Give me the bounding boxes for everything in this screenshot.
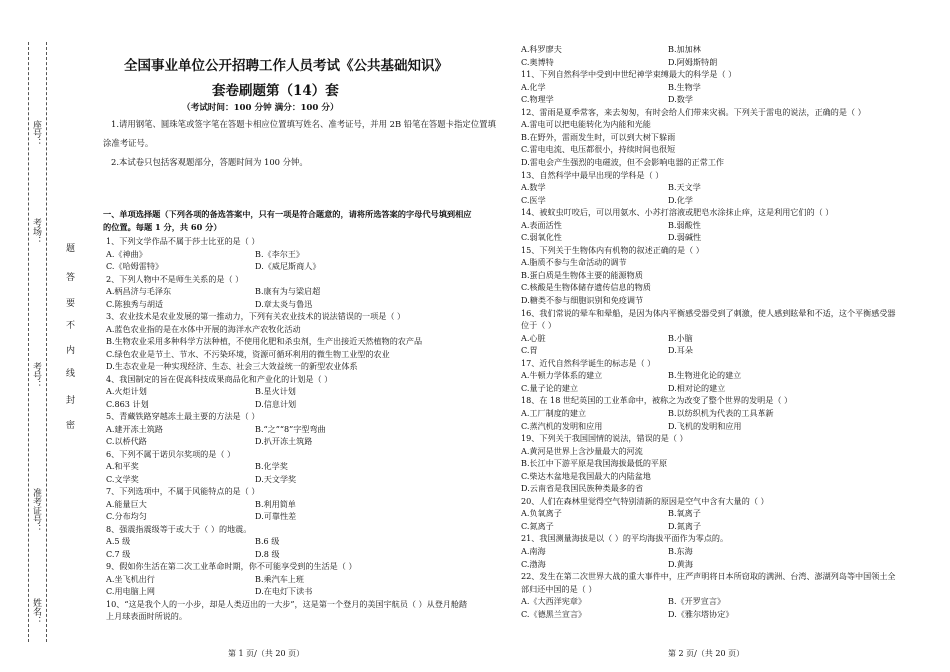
- option-text: A.和平奖: [106, 461, 139, 471]
- question-stem: 18、在 18 世纪英国的工业革命中，被称之为改变了整个世界的发明是（ ）: [521, 395, 793, 406]
- option-text: C.陈独秀与胡适: [106, 298, 164, 309]
- question-line: C.雷电电流、电压都很小，持续时间也很短: [521, 144, 676, 155]
- binding-line-inner: [46, 42, 47, 642]
- question-line: 上月球表面时所说的。: [106, 611, 187, 621]
- question-stem: 1、下列文学作品不属于莎士比亚的是（ ）: [106, 236, 260, 246]
- option-text: D.相对论的建立: [668, 382, 726, 393]
- option-text: D.天文学奖: [255, 473, 297, 484]
- option-text: D.章太炎与鲁迅: [255, 298, 313, 309]
- question-stem: 19、下列关于我国国情的说法，错误的是（ ）: [521, 433, 688, 444]
- option-text: C.渤海: [521, 558, 546, 569]
- question-line: B.长江中下游平原是我国海拔最低的平原: [521, 458, 668, 469]
- question-line: A.蓝色农业指的是在水体中开展的海洋水产农牧化活动: [106, 323, 301, 334]
- option-text: A.科罗廖夫: [521, 44, 562, 54]
- option-text: C.蒸汽机的发明和应用: [521, 420, 603, 431]
- option-text: B.生物进化论的建立: [668, 370, 742, 381]
- page2-footer: 第 2 页/（共 20 页）: [668, 649, 745, 658]
- name-field[interactable]: [30, 598, 43, 625]
- option-text: D.扒开冻土筑路: [255, 436, 313, 446]
- section-heading-a: 一、单项选择题（下列各项的备选答案中，只有一项是符合题意的，请将所选答案的字母代号填到相应: [103, 209, 472, 219]
- option-text: D.阿姆斯特朗: [668, 56, 718, 67]
- option-text: A.5 级: [106, 536, 131, 546]
- question-stem: 16、我们常说的晕车和晕船，是因为体内平衡感受器受到了刺激，使人感到眩晕和不适，这个平衡感受器: [521, 307, 896, 318]
- question-stem: 17、近代自然科学诞生的标志是（ ）: [521, 357, 656, 368]
- question-stem: 12、雷雨是夏季常客，来去匆匆，有时会给人们带来灾祸。下列关于雷电的说法，正确的是（ ）: [521, 106, 866, 117]
- option-text: D.可靠性差: [255, 511, 297, 521]
- option-text: C.863 计划: [106, 398, 149, 409]
- option-text: A.南海: [521, 546, 546, 556]
- option-text: C.医学: [521, 194, 546, 205]
- option-text: A.柄昌济与毛泽东: [106, 286, 172, 296]
- question-line: C.柴达木盆地是我国最大的内陆盆地: [521, 470, 651, 481]
- option-text: B.以纺织机为代表的工具革新: [668, 407, 774, 418]
- question-line: A.雷电可以把电能转化为内能和光能: [521, 119, 651, 130]
- question-line: C.核酸是生物体储存遗传信息的物质: [521, 282, 651, 293]
- option-text: C.《哈姆雷特》: [106, 261, 164, 271]
- option-text: C.分布均匀: [106, 511, 147, 521]
- seat-number-field[interactable]: [30, 120, 43, 147]
- option-text: D.弱碱性: [668, 232, 702, 243]
- option-text: B.氧离子: [668, 508, 701, 519]
- option-text: B.弱酸性: [668, 219, 701, 230]
- option-text: D.黄海: [668, 558, 693, 569]
- option-text: A.心脏: [521, 332, 546, 343]
- question-stem: 22、发生在第二次世界大战的重大事件中，庄严声明将日本所窃取的满洲、台湾、澎湖列岛等中国领土全: [521, 571, 896, 582]
- exam-info: （考试时间：100 分钟 满分：100 分）: [182, 103, 339, 113]
- option-text: B.天文学: [668, 182, 701, 193]
- option-text: C.文学奖: [106, 473, 139, 484]
- question-line: A.黄河是世界上含沙量最大的河流: [521, 445, 643, 456]
- option-text: A.火炬计划: [106, 386, 147, 396]
- page-title-line2: 套卷刷题第（14）套: [212, 83, 339, 99]
- option-text: A.《大西洋宪章》: [521, 596, 587, 607]
- question-stem: 3、农业技术是农业发展的第一推动力，下列有关农业技术的说法错误的一项是（ ）: [106, 311, 406, 321]
- option-text: A.建开冻土筑路: [106, 423, 163, 434]
- option-text: A.数学: [521, 182, 546, 193]
- question-stem: 2、下列人物中不是师生关系的是（ ）: [106, 273, 244, 284]
- option-text: B.加加林: [668, 44, 701, 54]
- question-stem: 5、青藏铁路穿越冻土最主要的方法是（ ）: [106, 411, 260, 421]
- seal-char: 答: [66, 273, 76, 283]
- admission-ticket-field[interactable]: [30, 488, 43, 533]
- option-text: B.《李尔王》: [255, 248, 304, 259]
- question-line: B.蛋白质是生物体主要的能源物质: [521, 269, 643, 280]
- option-text: B.生物学: [668, 81, 701, 92]
- question-line: B.在野外，雷雨发生时，可以到大树下躲雨: [521, 131, 676, 142]
- option-text: C.弱氧化性: [521, 232, 562, 243]
- option-text: B.乘汽车上班: [255, 573, 304, 584]
- exam-number-label: 考号：: [31, 362, 41, 389]
- section-heading-b: 的位置。每题 1 分，共 60 分）: [103, 222, 222, 232]
- exam-number-field[interactable]: [30, 362, 43, 389]
- option-text: C.量子论的建立: [521, 382, 579, 393]
- question-line: D.糖类不参与细胞识别和免疫调节: [521, 295, 644, 305]
- question-stem: 20、人们在森林里觉得空气特别清新的原因是空气中含有大量的（ ）: [521, 495, 769, 506]
- option-text: C.氮离子: [521, 520, 554, 531]
- exam-room-label: 考场：: [31, 218, 41, 245]
- option-text: D.《威尼斯商人》: [255, 261, 321, 271]
- option-text: A.表面活性: [521, 219, 562, 230]
- option-text: B.利用简单: [255, 498, 296, 509]
- binding-line-outer: [28, 42, 29, 642]
- seal-char: 线: [66, 369, 76, 379]
- question-stem: 7、下列选项中，不属于风能特点的是（ ）: [106, 486, 260, 496]
- question-line: C.绿色农业是节土、节水、不污染环境，资源可循环利用的微生物工业型的农业: [106, 348, 390, 359]
- option-text: C.《德黑兰宣言》: [521, 608, 587, 619]
- exam-room-field[interactable]: [30, 218, 43, 245]
- seat-number-label: 座号：: [31, 120, 41, 147]
- option-text: B.东海: [668, 546, 693, 556]
- option-text: B.“之”“8”字型弯曲: [255, 423, 326, 434]
- seal-char: 题: [66, 244, 76, 254]
- question-line: D.雷电会产生强烈的电磁波，但不会影响电器的正常工作: [521, 156, 725, 167]
- option-text: A.能量巨大: [106, 498, 147, 509]
- option-text: C.以桥代路: [106, 436, 147, 446]
- question-stem: 4、我国制定的旨在促高科技成果商品化和产业化的计划是（ ）: [106, 373, 333, 384]
- option-text: C.用电脑上网: [106, 586, 155, 596]
- option-text: D.飞机的发明和应用: [668, 420, 742, 431]
- question-stem: 9、假如你生活在第二次工业革命时期，你不可能享受到的生活是（ ）: [106, 561, 357, 571]
- option-text: C.奥博特: [521, 56, 554, 67]
- note-1-line-b: 涂准考证号。: [103, 138, 154, 148]
- question-line: D.生态农业是一种实现经济、生态、社会三大效益统一的新型农业体系: [106, 361, 358, 371]
- option-text: D.《雅尔塔协定》: [668, 608, 734, 619]
- question-stem: 8、强震指震级等于或大于（ ）的地震。: [106, 523, 252, 534]
- option-text: B.6 级: [255, 536, 280, 546]
- seal-char: 密: [66, 421, 76, 431]
- seal-char: 封: [66, 396, 76, 406]
- question-stem: 11、下列自然科学中受到中世纪神学束缚最大的科学是（ ）: [521, 69, 737, 80]
- option-text: B.化学奖: [255, 461, 288, 471]
- note-1-line-a: 1.请用钢笔、圆珠笔或签字笔在答题卡相应位置填写姓名、准考证号，并用 2B 铅笔在答题卡指定位置填: [111, 119, 496, 129]
- seal-char: 要: [66, 299, 76, 309]
- question-stem: 21、我国测量海拔是以（ ）的平均海拔平面作为零点的。: [521, 533, 729, 544]
- option-text: C.胃: [521, 345, 538, 356]
- admission-ticket-label: 准考证号：: [31, 488, 41, 533]
- option-text: B.康有为与梁启超: [255, 286, 321, 296]
- option-text: A.工厂制度的建立: [521, 407, 587, 418]
- question-stem: 6、下列不属于诺贝尔奖项的是（ ）: [106, 448, 236, 459]
- option-text: A.《神曲》: [106, 248, 147, 259]
- page-title-line1: 全国事业单位公开招聘工作人员考试《公共基础知识》: [124, 58, 448, 74]
- option-text: D.在电灯下读书: [255, 586, 313, 596]
- question-stem: 10、“这是我个人的一小步，却是人类迈出的一大步”，这是第一个登月的美国宇航员（ ）从登月舱踏: [106, 598, 468, 609]
- option-text: B.星火计划: [255, 386, 296, 396]
- page1-footer: 第 1 页/（共 20 页）: [228, 649, 305, 658]
- question-line: A.脂质不参与生命活动的调节: [521, 257, 627, 268]
- question-stem: 14、被蚊虫叮咬后，可以用氨水、小苏打溶液或肥皂水涂抹止痒，这是利用它们的（ ）: [521, 207, 834, 218]
- option-text: A.坐飞机出行: [106, 573, 155, 584]
- option-text: D.8 级: [255, 548, 280, 559]
- question-stem: 13、自然科学中最早出现的学科是（ ）: [521, 169, 664, 180]
- option-text: D.耳朵: [668, 345, 693, 356]
- question-line: 位于（ ）: [521, 320, 556, 331]
- option-text: B.小脑: [668, 332, 693, 343]
- question-line: D.云南省是我国民族种类最多的省: [521, 483, 644, 494]
- seal-char: 内: [66, 346, 76, 356]
- option-text: D.氮离子: [668, 520, 702, 531]
- question-line: 部归还中国的是（ ）: [521, 583, 597, 594]
- option-text: A.化学: [521, 81, 546, 92]
- option-text: B.《开罗宣言》: [668, 596, 726, 607]
- seal-char: 不: [66, 321, 76, 331]
- note-2: 2.本试卷只包括客观题部分，答题时间为 100 分钟。: [111, 157, 308, 167]
- option-text: A.牛顿力学体系的建立: [521, 370, 603, 381]
- option-text: C.物理学: [521, 94, 554, 105]
- option-text: D.化学: [668, 194, 693, 205]
- name-label: 姓名：: [31, 598, 41, 625]
- option-text: C.7 级: [106, 548, 131, 559]
- question-stem: 15、下列关于生物体内有机物的叙述正确的是（ ）: [521, 244, 704, 255]
- option-text: A.负氧离子: [521, 508, 562, 519]
- option-text: D.信息计划: [255, 398, 297, 409]
- question-line: B.生物农业采用多种科学方法种植，不使用化肥和杀虫剂，生产出接近天然植物的农产品: [106, 336, 423, 346]
- option-text: D.数学: [668, 94, 693, 105]
